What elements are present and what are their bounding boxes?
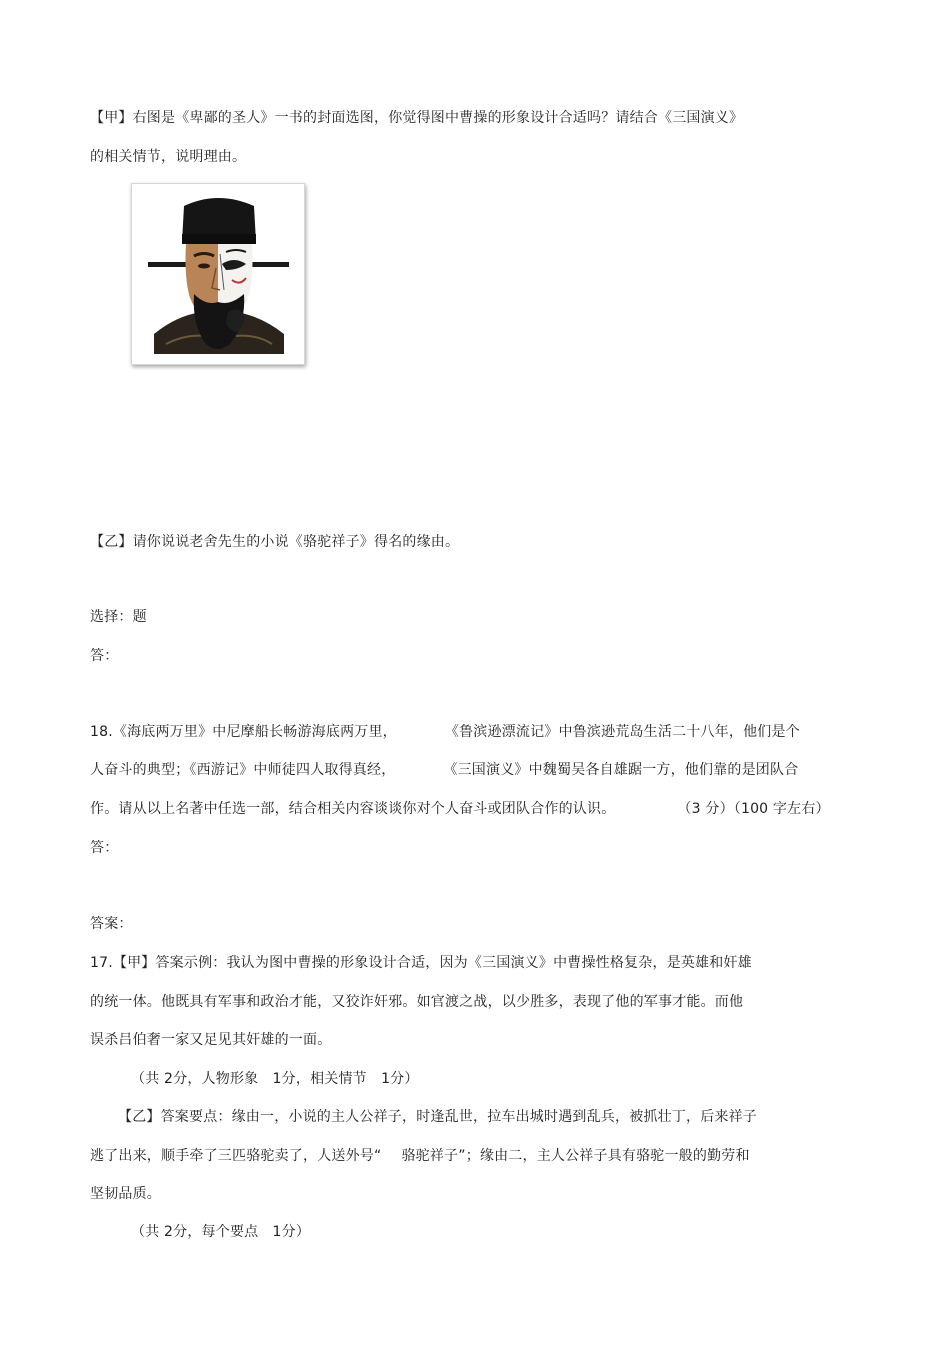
q18-line1-a: 18.《海底两万里》中尼摩船长畅游海底两万里， xyxy=(90,724,397,740)
q18-line2-a: 人奋斗的典型；《西游记》中师徒四人取得真经， xyxy=(90,762,396,778)
q18-answer-label: 答： xyxy=(90,840,119,856)
answer17-jia-line3: 误杀吕伯奢一家又足见其奸雄的一面。 xyxy=(90,1032,332,1048)
q18-line1 xyxy=(90,722,800,742)
answers-heading: 答案： xyxy=(90,916,133,932)
q18-line2 xyxy=(90,760,798,780)
q18-line3 xyxy=(90,799,830,819)
book-cover-image xyxy=(131,183,305,365)
q17-answer-label: 答： xyxy=(90,648,119,664)
q18-line2-b: 《三国演义》中魏蜀吴各自雄踞一方，他们靠的是团队合 xyxy=(443,762,799,778)
answer17-jia-line1: 17.【甲】答案示例：我认为图中曹操的形象设计合适，因为《三国演义》中曹操性格复杂，是英雄和奸雄 xyxy=(90,955,752,971)
caocao-opera-mask-portrait-icon xyxy=(146,194,291,354)
answer17-yi-line2-b: 骆驼祥子”；缘由二，主人公祥子具有骆驼一般的勤劳和 xyxy=(401,1148,750,1164)
q17-choose-label: 选择：题 xyxy=(90,609,147,625)
answer17-jia-score: （共 2分，人物形象 1分，相关情节 1分） xyxy=(131,1071,419,1087)
answer17-yi-line1: 【乙】答案要点：缘由一，小说的主人公祥子，时逢乱世，拉车出城时遇到乱兵，被抓壮丁，后来祥子 xyxy=(118,1109,757,1125)
answer17-jia-line2: 的统一体。他既具有军事和政治才能，又狡诈奸邪。如官渡之战，以少胜多，表现了他的军事才能。而他 xyxy=(90,994,744,1010)
q18-score: （3 分）（100 字左右） xyxy=(677,801,830,817)
answer17-yi-line2 xyxy=(90,1146,750,1166)
q17-jia-line2: 的相关情节，说明理由。 xyxy=(90,149,247,165)
q18-line1-b: 《鲁滨逊漂流记》中鲁滨逊荒岛生活二十八年，他们是个 xyxy=(444,724,800,740)
q18-line3-a: 作。请从以上名著中任选一部，结合相关内容谈谈你对个人奋斗或团队合作的认识。 xyxy=(90,801,616,817)
q17-yi-line: 【乙】请你说说老舍先生的小说《骆驼祥子》得名的缘由。 xyxy=(90,534,460,550)
answer17-yi-score: （共 2分，每个要点 1分） xyxy=(131,1224,311,1240)
answer17-yi-line3: 坚韧品质。 xyxy=(90,1186,161,1202)
q17-jia-line1: 【甲】右图是《卑鄙的圣人》一书的封面选图，你觉得图中曹操的形象设计合适吗？请结合《三国演义》 xyxy=(90,110,744,126)
answer17-yi-line2-a: 逃了出来，顺手牵了三匹骆驼卖了，人送外号“ xyxy=(90,1148,382,1164)
